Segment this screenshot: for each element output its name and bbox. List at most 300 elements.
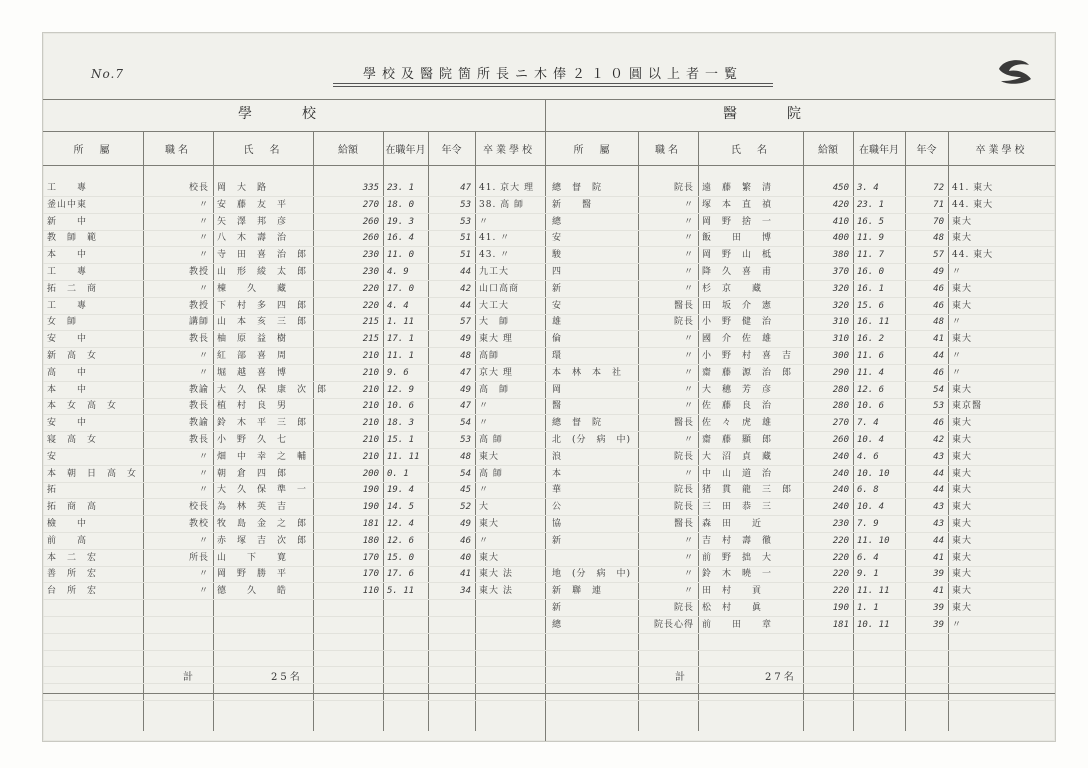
hospitals-cell: 新	[552, 535, 583, 546]
schools-cell: 44	[460, 267, 471, 277]
schools-cell: 41. 〃	[479, 233, 511, 244]
schools-cell: 本 女 高 女	[47, 401, 118, 412]
schools-cell: 安 中	[47, 334, 88, 345]
hospitals-cell: 49	[933, 267, 944, 277]
schools-cell: 38. 高 師	[479, 199, 525, 210]
table-row	[43, 198, 1055, 213]
schools-cell: 0. 1	[387, 468, 409, 479]
hospitals-cell: 降 久 喜 甫	[702, 267, 773, 277]
schools-cell: 山 下 寛	[217, 552, 288, 563]
schools-cell: 岡 大 路	[217, 183, 268, 193]
hospitals-cell: 本 林 本 社	[552, 367, 623, 378]
hospitals-cell: 10. 6	[857, 401, 885, 412]
section-title-hospital: 醫 院	[723, 106, 803, 122]
hospitals-cell: 國 介 佐 雄	[702, 334, 773, 345]
hospitals-cell: 〃	[683, 250, 694, 261]
school-header-2: 氏 名	[243, 145, 283, 156]
schools-cell: 34	[460, 586, 471, 597]
hospitals-cell: 370	[832, 267, 849, 277]
schools-cell: 台 所 宏	[47, 586, 98, 597]
hospitals-cell: 環	[552, 351, 583, 361]
hospitals-cell: 〃	[683, 283, 694, 294]
schools-cell: 40	[460, 552, 471, 563]
schools-cell: 八 木 壽 治	[217, 233, 288, 244]
hospitals-cell: 院長心得	[653, 619, 694, 630]
schools-cell: 本 中	[47, 250, 88, 261]
schools-cell: 51	[460, 233, 471, 244]
schools-cell: 51	[460, 250, 471, 261]
schools-cell: 12. 9	[387, 384, 415, 395]
schools-cell: 教授	[188, 300, 209, 311]
schools-cell: 〃	[198, 468, 209, 479]
table-row	[43, 483, 1055, 498]
hospitals-cell: 小 野 村 喜 吉	[702, 351, 793, 361]
hospitals-cell: 220	[832, 552, 849, 563]
hospitals-cell: 東大	[952, 384, 973, 395]
hospitals-cell: 猪 貫 龍 三 郎	[702, 485, 793, 496]
hospitals-cell: 310	[832, 317, 849, 328]
schools-cell: 181	[362, 519, 379, 529]
hospitals-cell: 10. 11	[857, 619, 890, 630]
schools-cell: 岡 野 勝 平	[217, 569, 288, 580]
hospitals-cell: 190	[832, 603, 849, 613]
schools-cell: 52	[460, 502, 471, 513]
hospitals-cell: 240	[832, 451, 849, 462]
hospitals-cell: 鈴 木 曉 一	[702, 569, 773, 580]
schools-cell: 18. 0	[387, 199, 415, 210]
hospitals-cell: 48	[933, 233, 944, 244]
hospitals-cell: 東大	[952, 451, 973, 462]
hospitals-cell: 44. 東大	[952, 199, 994, 210]
hospitals-cell: 〃	[683, 334, 694, 345]
row-rule	[43, 693, 1055, 694]
schools-cell: 東大	[479, 519, 500, 529]
hospitals-cell: 四	[552, 267, 583, 277]
hospitals-cell: 齋 藤 顯 郎	[702, 435, 773, 445]
schools-cell: 220	[362, 300, 379, 311]
schools-cell: 54	[460, 418, 471, 429]
title-underline-double	[333, 86, 773, 87]
schools-cell: 東大	[479, 552, 500, 563]
schools-cell: 〃	[198, 451, 209, 462]
schools-cell: 植 村 良 男	[217, 401, 288, 412]
page-number: No.7	[91, 67, 124, 81]
hospitals-cell: 270	[832, 418, 849, 429]
schools-cell: 49	[460, 334, 471, 345]
schools-cell: 19. 3	[387, 216, 415, 227]
schools-cell: 東大	[479, 451, 500, 462]
schools-cell: 〃	[479, 401, 490, 412]
schools-cell: 47	[460, 401, 471, 412]
table-row	[43, 450, 1055, 465]
schools-cell: 210	[362, 435, 379, 445]
hospitals-cell: 400	[832, 233, 849, 244]
hospitals-cell: 10. 10	[857, 468, 890, 479]
schools-cell: 9. 6	[387, 367, 409, 378]
schools-cell: 寝 高 女	[47, 435, 98, 445]
schools-cell: 工 專	[47, 300, 88, 311]
hospitals-cell: 42	[933, 435, 944, 445]
hospitals-cell: 280	[832, 401, 849, 412]
hospitals-cell: 〃	[683, 233, 694, 244]
hospitals-cell: 醫長	[673, 519, 694, 529]
hospitals-cell: 〃	[683, 535, 694, 546]
hospital-header-1: 職名	[655, 145, 681, 156]
hospitals-cell: 9. 1	[857, 569, 879, 580]
schools-cell: 12. 4	[387, 519, 415, 529]
school-header-4: 在職年月	[385, 145, 426, 156]
schools-cell: 為 林 英 吉	[217, 502, 288, 513]
schools-cell: 12. 6	[387, 535, 415, 546]
hospitals-cell: 3. 4	[857, 183, 879, 193]
title-underline	[333, 83, 773, 84]
schools-cell: 43. 〃	[479, 250, 511, 261]
row-rule	[43, 165, 1055, 166]
hospitals-cell: 總 督 院	[552, 418, 603, 429]
schools-cell: 教授	[188, 267, 209, 277]
schools-cell: 19. 4	[387, 485, 415, 496]
schools-cell: 堀 越 喜 博	[217, 367, 288, 378]
hospitals-cell: 東大	[952, 519, 973, 529]
schools-cell: 善 所 宏	[47, 569, 98, 580]
schools-cell: 〃	[198, 586, 209, 597]
hospitals-cell: 醫長	[673, 300, 694, 311]
schools-cell: 200	[362, 468, 379, 479]
table-row	[43, 416, 1055, 431]
schools-cell: 210	[362, 384, 379, 395]
hospitals-cell: 11. 10	[857, 535, 890, 546]
schools-cell: 所長	[188, 552, 209, 563]
schools-cell: 大 久 保 準 一	[217, 485, 308, 496]
hospitals-cell: 〃	[952, 267, 963, 277]
schools-cell: 〃	[198, 199, 209, 210]
table-row	[43, 215, 1055, 230]
hospitals-cell: 54	[933, 384, 944, 395]
table-row	[43, 383, 1055, 398]
hospitals-cell: 〃	[952, 351, 963, 361]
hospitals-cell: 41	[933, 552, 944, 563]
hospitals-cell: 新	[552, 603, 583, 613]
hospitals-cell: 東大	[952, 569, 973, 580]
hospitals-cell: 前 野 拙 大	[702, 552, 773, 563]
schools-cell: 高 師	[479, 384, 510, 395]
hospitals-cell: 11. 7	[857, 250, 885, 261]
hospitals-cell: 220	[832, 569, 849, 580]
schools-cell: 〃	[198, 351, 209, 361]
schools-cell: 4. 4	[387, 300, 409, 311]
hospital-header-4: 在職年月	[859, 145, 899, 156]
hospitals-cell: 田 坂 介 憲	[702, 300, 773, 311]
hospitals-cell: 松 村 眞	[702, 603, 763, 613]
table-row	[43, 399, 1055, 414]
schools-cell: 教諭	[188, 384, 209, 395]
schools-cell: 拓	[47, 485, 78, 496]
table-row	[43, 299, 1055, 314]
hospitals-cell: 57	[933, 250, 944, 261]
table-row	[43, 500, 1055, 515]
hospitals-cell: 〃	[952, 367, 963, 378]
hospitals-cell: 11. 9	[857, 233, 885, 244]
hospitals-cell: 杉 京 藏	[702, 283, 763, 294]
hospitals-cell: 48	[933, 317, 944, 328]
hospitals-cell: 320	[832, 283, 849, 294]
schools-cell: 赤 塚 吉 次 郎	[217, 535, 308, 546]
section-title-school: 學 校	[238, 106, 318, 122]
hospitals-cell: 44	[933, 351, 944, 361]
hospitals-cell: 10. 4	[857, 502, 885, 513]
hospitals-cell: 大 沼 貞 藏	[702, 451, 773, 462]
schools-cell: 京大 理	[479, 367, 513, 378]
hospitals-cell: 醫	[552, 401, 583, 412]
schools-cell: 23. 1	[387, 183, 415, 193]
schools-cell: 5. 11	[387, 586, 415, 597]
hospitals-cell: 東大	[952, 418, 973, 429]
hospitals-cell: 39	[933, 603, 944, 613]
hospitals-cell: 〃	[683, 199, 694, 210]
schools-cell: 190	[362, 485, 379, 496]
hospitals-cell: 39	[933, 569, 944, 580]
hospital-header-3: 給額	[818, 145, 838, 156]
schools-cell: 210	[362, 351, 379, 361]
schools-cell: 柚 原 益 樹	[217, 334, 288, 345]
hospitals-cell: 320	[832, 300, 849, 311]
hospitals-cell: 院長	[673, 502, 694, 513]
hospitals-cell: 16. 0	[857, 267, 885, 277]
hospitals-cell: 新 聯 連	[552, 586, 603, 597]
hospitals-cell: 〃	[683, 267, 694, 277]
schools-cell: 47	[460, 183, 471, 193]
school-header-5: 年令	[441, 145, 462, 156]
hospitals-cell: 12. 6	[857, 384, 885, 395]
schools-cell: 41	[460, 569, 471, 580]
hospitals-cell: 46	[933, 283, 944, 294]
hospitals-cell: 220	[832, 586, 849, 597]
school-header-1: 職名	[165, 145, 191, 156]
schools-cell: 安 中	[47, 418, 88, 429]
hospitals-cell: 倫	[552, 334, 583, 345]
schools-cell: 〃	[479, 216, 490, 227]
hospitals-cell: 290	[832, 367, 849, 378]
hospitals-cell: 飯 田 博	[702, 233, 773, 244]
hospitals-cell: 280	[832, 384, 849, 395]
hospitals-cell: 駿	[552, 250, 583, 261]
schools-cell: 釜山中東	[47, 199, 88, 210]
schools-cell: 拓 商 高	[47, 502, 98, 513]
hospitals-cell: 醫長	[673, 418, 694, 429]
schools-cell: 15. 1	[387, 435, 415, 445]
hospitals-cell: 院長	[673, 451, 694, 462]
schools-cell: 〃	[198, 216, 209, 227]
hospitals-cell: 46	[933, 367, 944, 378]
schools-cell: 11. 0	[387, 250, 415, 261]
schools-cell: 53	[460, 435, 471, 445]
row-rule	[43, 633, 1055, 634]
schools-cell: 〃	[479, 535, 490, 546]
school-header-6: 卒業學校	[483, 145, 535, 156]
hospitals-cell: 大 穗 芳 彦	[702, 384, 773, 395]
schools-cell: 大 久 保 康 次 郎	[217, 384, 328, 395]
hospitals-cell: 〃	[683, 367, 694, 378]
row-rule	[43, 650, 1055, 651]
hospitals-cell: 〃	[683, 435, 694, 445]
row-rule	[43, 700, 1055, 701]
schools-cell: 拓 二 商	[47, 283, 98, 294]
hospitals-cell: 16. 11	[857, 317, 890, 328]
hospitals-cell: 前 田 章	[702, 619, 773, 630]
schools-cell: 17. 1	[387, 334, 415, 345]
hospitals-cell: 東大	[952, 283, 973, 294]
hospitals-cell: 新 醫	[552, 199, 593, 210]
table-row	[43, 601, 1055, 616]
row-rule	[43, 666, 1055, 667]
table-row	[43, 618, 1055, 633]
schools-cell: 德 久 皓	[217, 586, 288, 597]
schools-cell: 〃	[198, 367, 209, 378]
hospitals-cell: 〃	[952, 619, 963, 630]
schools-cell: 18. 3	[387, 418, 415, 429]
hospitals-cell: 6. 8	[857, 485, 879, 496]
schools-cell: 44	[460, 300, 471, 311]
schools-cell: 48	[460, 351, 471, 361]
schools-cell: 大 師	[479, 317, 510, 328]
schools-cell: 本 朝 日 高 女	[47, 468, 138, 479]
schools-cell: 山 形 綾 太 郎	[217, 267, 308, 277]
hospitals-cell: 森 田 近	[702, 519, 763, 529]
hospitals-cell: 44	[933, 485, 944, 496]
schools-cell: 教長	[188, 334, 209, 345]
hospitals-cell: 東大	[952, 468, 973, 479]
hospitals-cell: 43	[933, 519, 944, 529]
hospitals-cell: 齋 藤 源 治 郎	[702, 367, 793, 378]
schools-cell: 210	[362, 401, 379, 412]
schools-cell: 講師	[188, 317, 209, 328]
hospitals-cell: 岡 野 山 柢	[702, 250, 773, 261]
hospitals-cell: 院長	[673, 603, 694, 613]
hospitals-cell: 地 (分 病 中)	[552, 569, 632, 580]
schools-cell: 14. 5	[387, 502, 415, 513]
schools-cell: 矢 澤 邦 彦	[217, 216, 288, 227]
schools-cell: 下 村 多 四 郎	[217, 300, 308, 311]
schools-cell: 高師	[479, 351, 500, 361]
table-row	[43, 366, 1055, 381]
hospitals-cell: 總	[552, 216, 583, 227]
hospitals-cell: 46	[933, 300, 944, 311]
table-row	[43, 433, 1055, 448]
hospitals-cell: 東大	[952, 502, 973, 513]
schools-cell: 11. 1	[387, 351, 415, 361]
table-row	[43, 567, 1055, 582]
schools-cell: 朝 倉 四 郎	[217, 468, 288, 479]
hospitals-cell: 田 村 貢	[702, 586, 763, 597]
hospitals-cell: 東大	[952, 233, 973, 244]
table-row	[43, 181, 1055, 196]
schools-cell: 47	[460, 367, 471, 378]
schools-cell: 48	[460, 451, 471, 462]
hospital-total-value: 27名	[765, 672, 797, 683]
hospitals-cell: 〃	[683, 216, 694, 227]
schools-cell: 〃	[479, 418, 490, 429]
hospitals-cell: 東大	[952, 535, 973, 546]
hospitals-cell: 220	[832, 535, 849, 546]
table-row	[43, 265, 1055, 280]
schools-cell: 〃	[198, 283, 209, 294]
schools-cell: 〃	[198, 250, 209, 261]
hospitals-cell: 44. 東大	[952, 250, 994, 261]
hospitals-cell: 院長	[673, 183, 694, 193]
schools-cell: 54	[460, 468, 471, 479]
schools-cell: 220	[362, 283, 379, 294]
school-total-value: 25名	[271, 672, 303, 683]
hospitals-cell: 東大	[952, 334, 973, 345]
schools-cell: 17. 0	[387, 283, 415, 294]
schools-cell: 49	[460, 384, 471, 395]
hospitals-cell: 東大	[952, 216, 973, 227]
schools-cell: 新 中	[47, 216, 88, 227]
hospital-header-2: 氏 名	[731, 145, 770, 156]
hospitals-cell: 岡	[552, 384, 583, 395]
hospitals-cell: 華	[552, 485, 583, 496]
schools-cell: 東大 理	[479, 334, 513, 345]
schools-cell: 教 師 範	[47, 233, 98, 244]
table-row	[43, 551, 1055, 566]
hospitals-cell: 41. 東大	[952, 183, 994, 193]
hospitals-cell: 300	[832, 351, 849, 361]
hospitals-cell: 遠 藤 繁 清	[702, 183, 773, 193]
hospital-total-label: 計	[675, 672, 688, 683]
schools-cell: 〃	[479, 485, 490, 496]
schools-cell: 〃	[198, 569, 209, 580]
schools-cell: 教長	[188, 401, 209, 412]
schools-cell: 牧 島 金 之 郎	[217, 519, 308, 529]
schools-cell: 〃	[198, 233, 209, 244]
schools-cell: 工 專	[47, 267, 88, 277]
schools-cell: 寺 田 喜 治 郎	[217, 250, 308, 261]
table-row	[43, 349, 1055, 364]
schools-cell: 教長	[188, 435, 209, 445]
document-title: 學校及醫院箇所長ニ木俸２１０圓以上者一覧	[362, 67, 743, 82]
schools-cell: 260	[362, 216, 379, 227]
row-rule	[43, 131, 1055, 132]
schools-cell: 190	[362, 502, 379, 513]
schools-cell: 檢 中	[47, 519, 88, 529]
school-header-3: 給額	[338, 145, 358, 156]
hospital-header-6: 卒業學校	[975, 145, 1028, 156]
school-total-label: 計	[183, 672, 196, 683]
hospitals-cell: 三 田 恭 三	[702, 502, 773, 513]
schools-cell: 210	[362, 451, 379, 462]
hospitals-cell: 〃	[683, 351, 694, 361]
schools-cell: 教校	[188, 519, 209, 529]
hospitals-cell: 吉 村 壽 徹	[702, 535, 773, 546]
hospitals-cell: 39	[933, 619, 944, 630]
table-row	[43, 282, 1055, 297]
schools-cell: 教諭	[188, 418, 209, 429]
schools-cell: 鈴 木 平 三 郎	[217, 418, 308, 429]
table-row	[43, 467, 1055, 482]
table-row	[43, 248, 1055, 263]
hospitals-cell: 72	[933, 183, 944, 193]
hospitals-cell: 7. 4	[857, 418, 879, 429]
table-row	[43, 584, 1055, 599]
hospitals-cell: 東大	[952, 586, 973, 597]
hospitals-cell: 41	[933, 334, 944, 345]
hospitals-cell: 16. 1	[857, 283, 885, 294]
schools-cell: 安 藤 友 平	[217, 199, 288, 210]
hospitals-cell: 東大	[952, 552, 973, 563]
ledger-sheet	[42, 32, 1056, 742]
hospitals-cell: 〃	[683, 569, 694, 580]
hospitals-cell: 院長	[673, 317, 694, 328]
